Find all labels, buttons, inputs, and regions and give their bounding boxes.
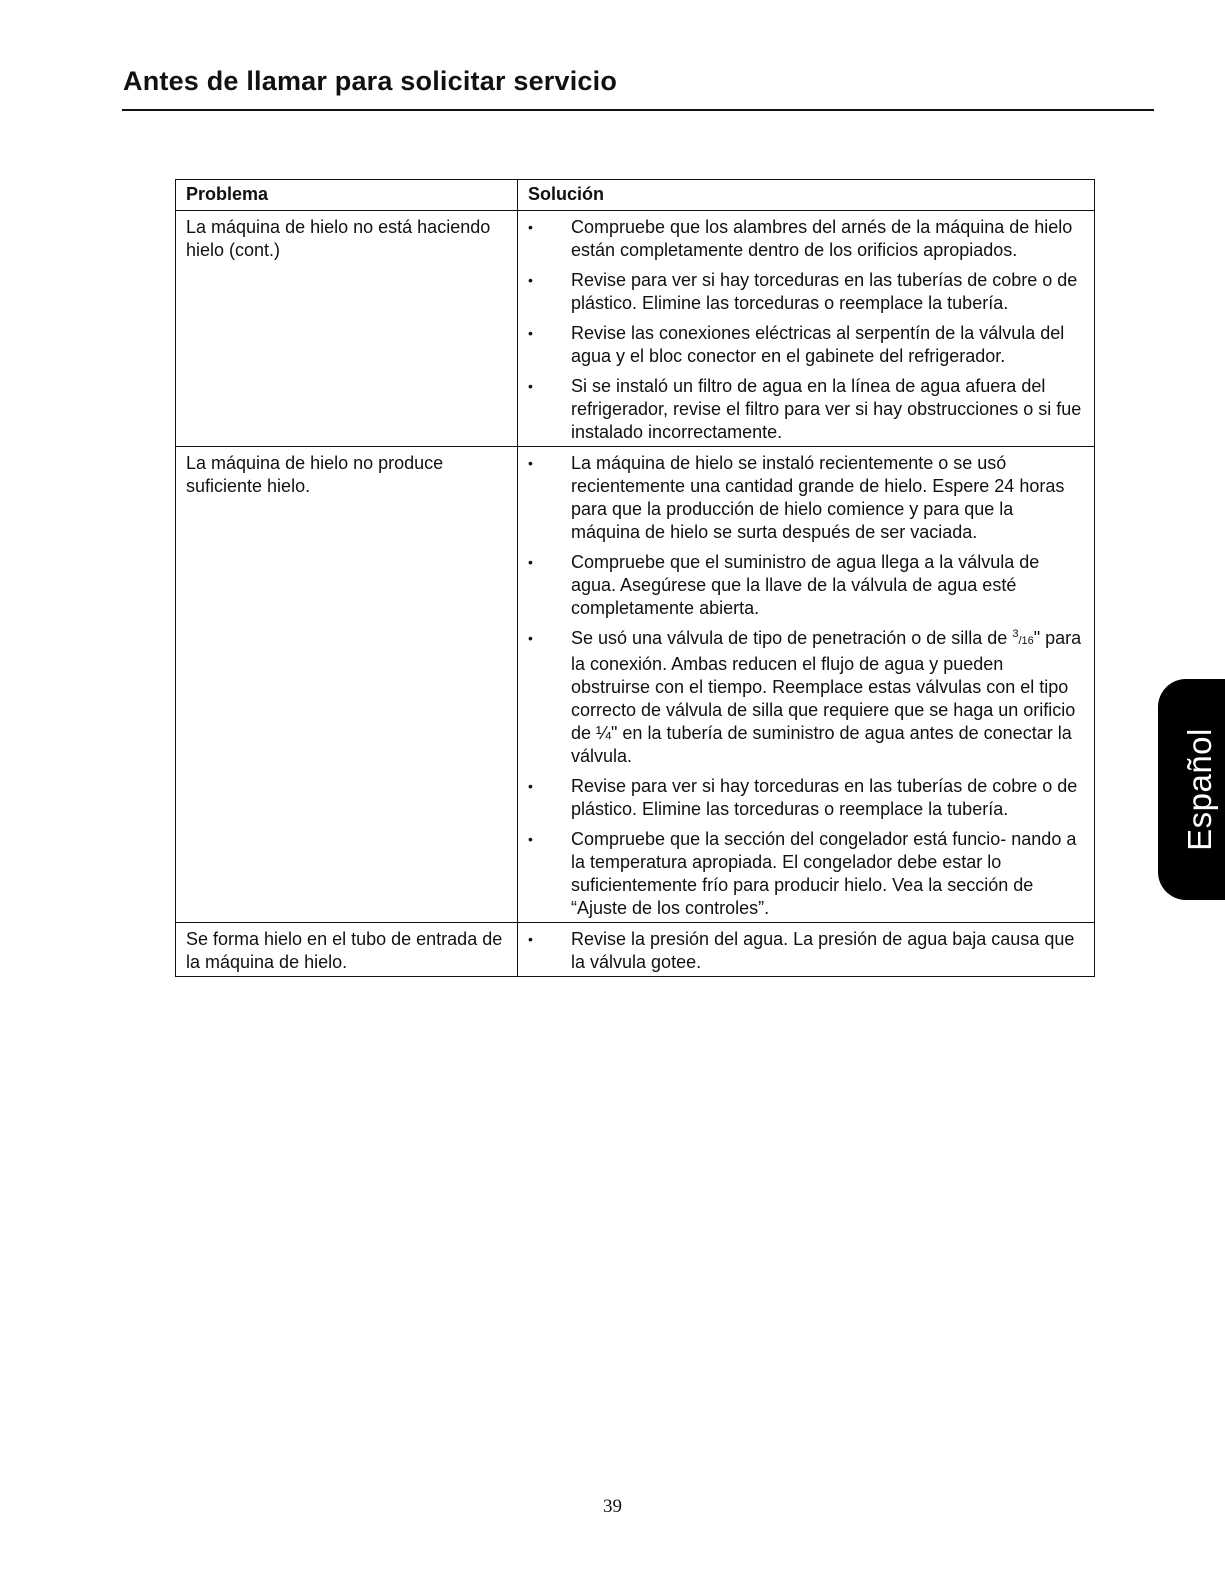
solution-text-start: Se usó una válvula de tipo de penetración o de silla de — [571, 628, 1008, 648]
solution-list — [528, 928, 1084, 974]
header-problem: Problema — [176, 180, 518, 211]
table-row — [176, 447, 1095, 923]
solution-text: Revise para ver si hay torceduras en las tuberías de cobre o de plástico. Elimine las torceduras o reemplace la tubería. — [571, 776, 1078, 819]
problem-cell: La máquina de hielo no está haciendo hielo (cont.) — [176, 211, 518, 447]
solution-item — [528, 775, 1084, 821]
solution-list — [528, 452, 1084, 920]
table-row — [176, 211, 1095, 447]
solution-text: Compruebe que el suministro de agua llega a la válvula de agua. Asegúrese que la llave de la válvula de agua esté completamente abierta. — [571, 552, 1040, 618]
problem-cell: La máquina de hielo no produce suficiente hielo. — [176, 447, 518, 923]
solution-text: Si se instaló un filtro de agua en la línea de agua afuera del refrigerador, revise el filtro para ver si hay obstrucciones o si fue instalado incorrectamente. — [571, 376, 1082, 442]
solution-text: Revise para ver si hay torceduras en las tuberías de cobre o de plástico. Elimine las torceduras o reemplace la tubería. — [571, 270, 1078, 313]
bullet-icon: • — [528, 455, 533, 471]
bullet-icon: • — [528, 778, 533, 794]
bullet-icon: • — [528, 378, 533, 394]
solution-item — [528, 375, 1084, 444]
bullet-icon: • — [528, 219, 533, 235]
solution-item — [528, 828, 1084, 920]
problem-cell: Se forma hielo en el tubo de entrada de la máquina de hielo. — [176, 923, 518, 977]
solution-text: Compruebe que la sección del congelador está funcio- nando a la temperatura apropiada. El congelador debe estar lo suficientemente frío para producir hielo. Vea la sección de “Ajuste de los controles”. — [571, 829, 1077, 918]
bullet-icon: • — [528, 630, 533, 646]
language-tab-label: Español — [1180, 728, 1218, 851]
solution-item — [528, 216, 1084, 262]
solution-item — [528, 269, 1084, 315]
language-tab — [1158, 679, 1225, 900]
solution-item — [528, 551, 1084, 620]
troubleshooting-table — [175, 179, 1095, 977]
solution-item — [528, 627, 1084, 768]
solution-item — [528, 452, 1084, 544]
title-rule — [122, 109, 1154, 111]
solution-text — [571, 628, 1081, 766]
solution-item — [528, 322, 1084, 368]
solution-text: La máquina de hielo se instaló recientemente o se usó recientemente una cantidad grande de hielo. Espere 24 horas para que la producción de hielo comience y para que la máquina de hielo se surta después de ser vaciada. — [571, 453, 1065, 542]
solution-item — [528, 928, 1084, 974]
solution-text: Revise la presión del agua. La presión de agua baja causa que la válvula gotee. — [571, 929, 1075, 972]
fraction-denominator: /16 — [1018, 635, 1034, 647]
solution-text: Compruebe que los alambres del arnés de la máquina de hielo están completamente dentro de los orificios apropiados. — [571, 217, 1073, 260]
solution-text-end: " para la conexión. Ambas reducen el flujo de agua y pueden obstruirse con el tiempo. Reemplace estas válvulas con el tipo correcto de válvula de silla que requiere que se haga un orificio de ¼" en la tubería de suministro de agua antes de conectar la válvula. — [571, 628, 1082, 766]
solution-cell — [518, 211, 1095, 447]
bullet-icon: • — [528, 325, 533, 341]
solution-cell — [518, 447, 1095, 923]
header-solution: Solución — [518, 180, 1095, 211]
table-row — [176, 923, 1095, 977]
table-header-row — [176, 180, 1095, 211]
solution-list — [528, 216, 1084, 444]
page-title: Antes de llamar para solicitar servicio — [123, 66, 618, 96]
bullet-icon: • — [528, 931, 533, 947]
solution-cell — [518, 923, 1095, 977]
bullet-icon: • — [528, 554, 533, 570]
bullet-icon: • — [528, 272, 533, 288]
bullet-icon: • — [528, 831, 533, 847]
solution-text: Revise las conexiones eléctricas al serpentín de la válvula del agua y el bloc conector en el gabinete del refrigerador. — [571, 323, 1065, 366]
fraction-numerator: 3 — [1012, 628, 1019, 640]
page-number: 39 — [603, 1496, 622, 1517]
